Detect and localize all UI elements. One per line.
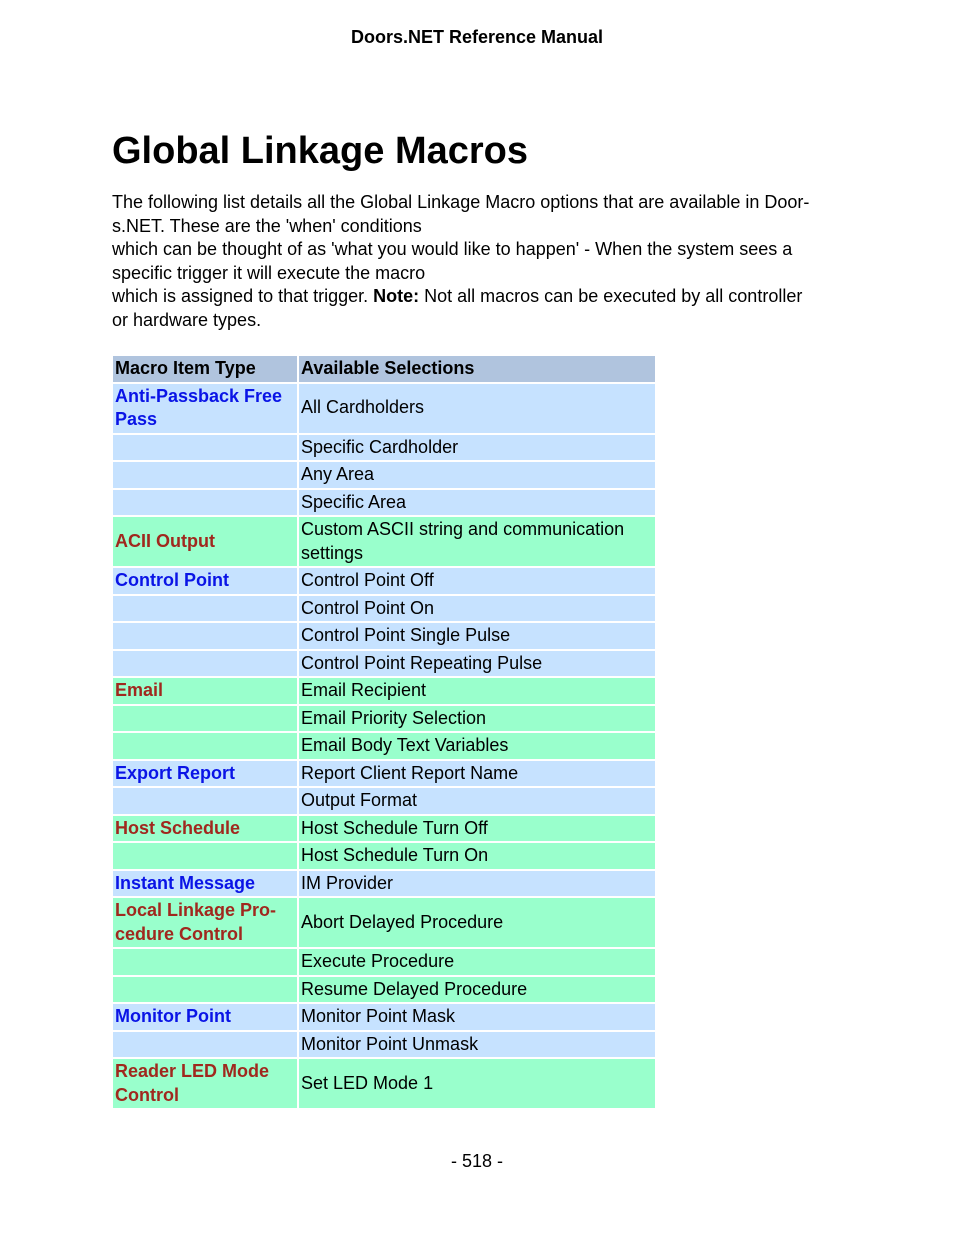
selection-cell: Any Area	[299, 462, 655, 488]
table-header-row	[113, 356, 655, 382]
selection-cell: Host Schedule Turn Off	[299, 816, 655, 842]
macro-type-cell	[113, 977, 297, 1003]
macro-table	[111, 354, 657, 1110]
intro-text: Not all macros can be executed by all controller	[419, 286, 803, 306]
selection-cell: Email Body Text Variables	[299, 733, 655, 759]
macro-type-cell	[113, 462, 297, 488]
macro-type-cell: Host Schedule	[113, 816, 297, 842]
intro-line: s.NET. These are the 'when' conditions	[112, 215, 422, 236]
selection-cell: Specific Cardholder	[299, 435, 655, 461]
intro-line: or hardware types.	[112, 309, 262, 330]
macro-type-cell	[113, 596, 297, 622]
table-row	[113, 568, 655, 594]
table-row	[113, 898, 655, 947]
selection-cell: Custom ASCII string and communication settings	[299, 517, 655, 566]
table-row	[113, 1004, 655, 1030]
table-row	[113, 517, 655, 566]
table-row	[113, 949, 655, 975]
selection-cell: Control Point Repeating Pulse	[299, 651, 655, 677]
selection-cell: Monitor Point Mask	[299, 1004, 655, 1030]
column-header-selection: Available Selections	[299, 356, 655, 382]
macro-type-cell: Instant Message	[113, 871, 297, 897]
macro-type-cell	[113, 843, 297, 869]
page-title: Global Linkage Macros	[112, 130, 528, 172]
intro-line	[112, 285, 847, 309]
selection-cell: Report Client Report Name	[299, 761, 655, 787]
table-row	[113, 843, 655, 869]
table-row	[113, 706, 655, 732]
selection-cell: Monitor Point Unmask	[299, 1032, 655, 1058]
table-row	[113, 1059, 655, 1108]
selection-cell: All Cardholders	[299, 384, 655, 433]
macro-type-cell	[113, 435, 297, 461]
intro-paragraph	[112, 191, 847, 332]
selection-cell: Host Schedule Turn On	[299, 843, 655, 869]
selection-cell: Email Priority Selection	[299, 706, 655, 732]
macro-type-cell	[113, 706, 297, 732]
macro-type-cell	[113, 788, 297, 814]
macro-type-cell: Control Point	[113, 568, 297, 594]
macro-type-cell: ACII Output	[113, 517, 297, 566]
table-row	[113, 435, 655, 461]
macro-type-cell	[113, 733, 297, 759]
selection-cell: Resume Delayed Procedure	[299, 977, 655, 1003]
selection-cell: Email Recipient	[299, 678, 655, 704]
macro-type-cell	[113, 651, 297, 677]
selection-cell: Set LED Mode 1	[299, 1059, 655, 1108]
macro-type-cell	[113, 623, 297, 649]
macro-type-cell: Monitor Point	[113, 1004, 297, 1030]
selection-cell: Control Point Off	[299, 568, 655, 594]
selection-cell: Control Point On	[299, 596, 655, 622]
table-row	[113, 623, 655, 649]
table-row	[113, 462, 655, 488]
table-row	[113, 733, 655, 759]
table-row	[113, 596, 655, 622]
table-row	[113, 678, 655, 704]
page-number: - 518 -	[450, 1151, 504, 1171]
macro-type-cell	[113, 1032, 297, 1058]
intro-line: which can be thought of as 'what you would like to happen' - When the system sees a	[112, 239, 793, 259]
running-header: Doors.NET Reference Manual	[350, 27, 604, 47]
macro-type-cell: Email	[113, 678, 297, 704]
intro-text: which is assigned to that trigger.	[112, 286, 374, 306]
table-row	[113, 651, 655, 677]
selection-cell: Execute Procedure	[299, 949, 655, 975]
selection-cell: Control Point Single Pulse	[299, 623, 655, 649]
intro-line: The following list details all the Global Linkage Macro options that are available in Door-	[112, 192, 810, 212]
macro-type-cell: Reader LED Mode Control	[113, 1059, 297, 1108]
macro-type-cell	[113, 949, 297, 975]
table-row	[113, 384, 655, 433]
table-row	[113, 871, 655, 897]
macro-type-cell: Export Report	[113, 761, 297, 787]
column-header-type: Macro Item Type	[113, 356, 297, 382]
selection-cell: Output Format	[299, 788, 655, 814]
selection-cell: Abort Delayed Procedure	[299, 898, 655, 947]
selection-cell: IM Provider	[299, 871, 655, 897]
intro-line: specific trigger it will execute the macro	[112, 262, 426, 283]
table-row	[113, 490, 655, 516]
table-row	[113, 761, 655, 787]
macro-type-cell: Local Linkage Pro-cedure Control	[113, 898, 297, 947]
table-row	[113, 977, 655, 1003]
table-row	[113, 788, 655, 814]
selection-cell: Specific Area	[299, 490, 655, 516]
table-row	[113, 816, 655, 842]
macro-type-cell: Anti-Passback Free Pass	[113, 384, 297, 433]
table-row	[113, 1032, 655, 1058]
macro-type-cell	[113, 490, 297, 516]
note-label: Note:	[373, 286, 420, 306]
